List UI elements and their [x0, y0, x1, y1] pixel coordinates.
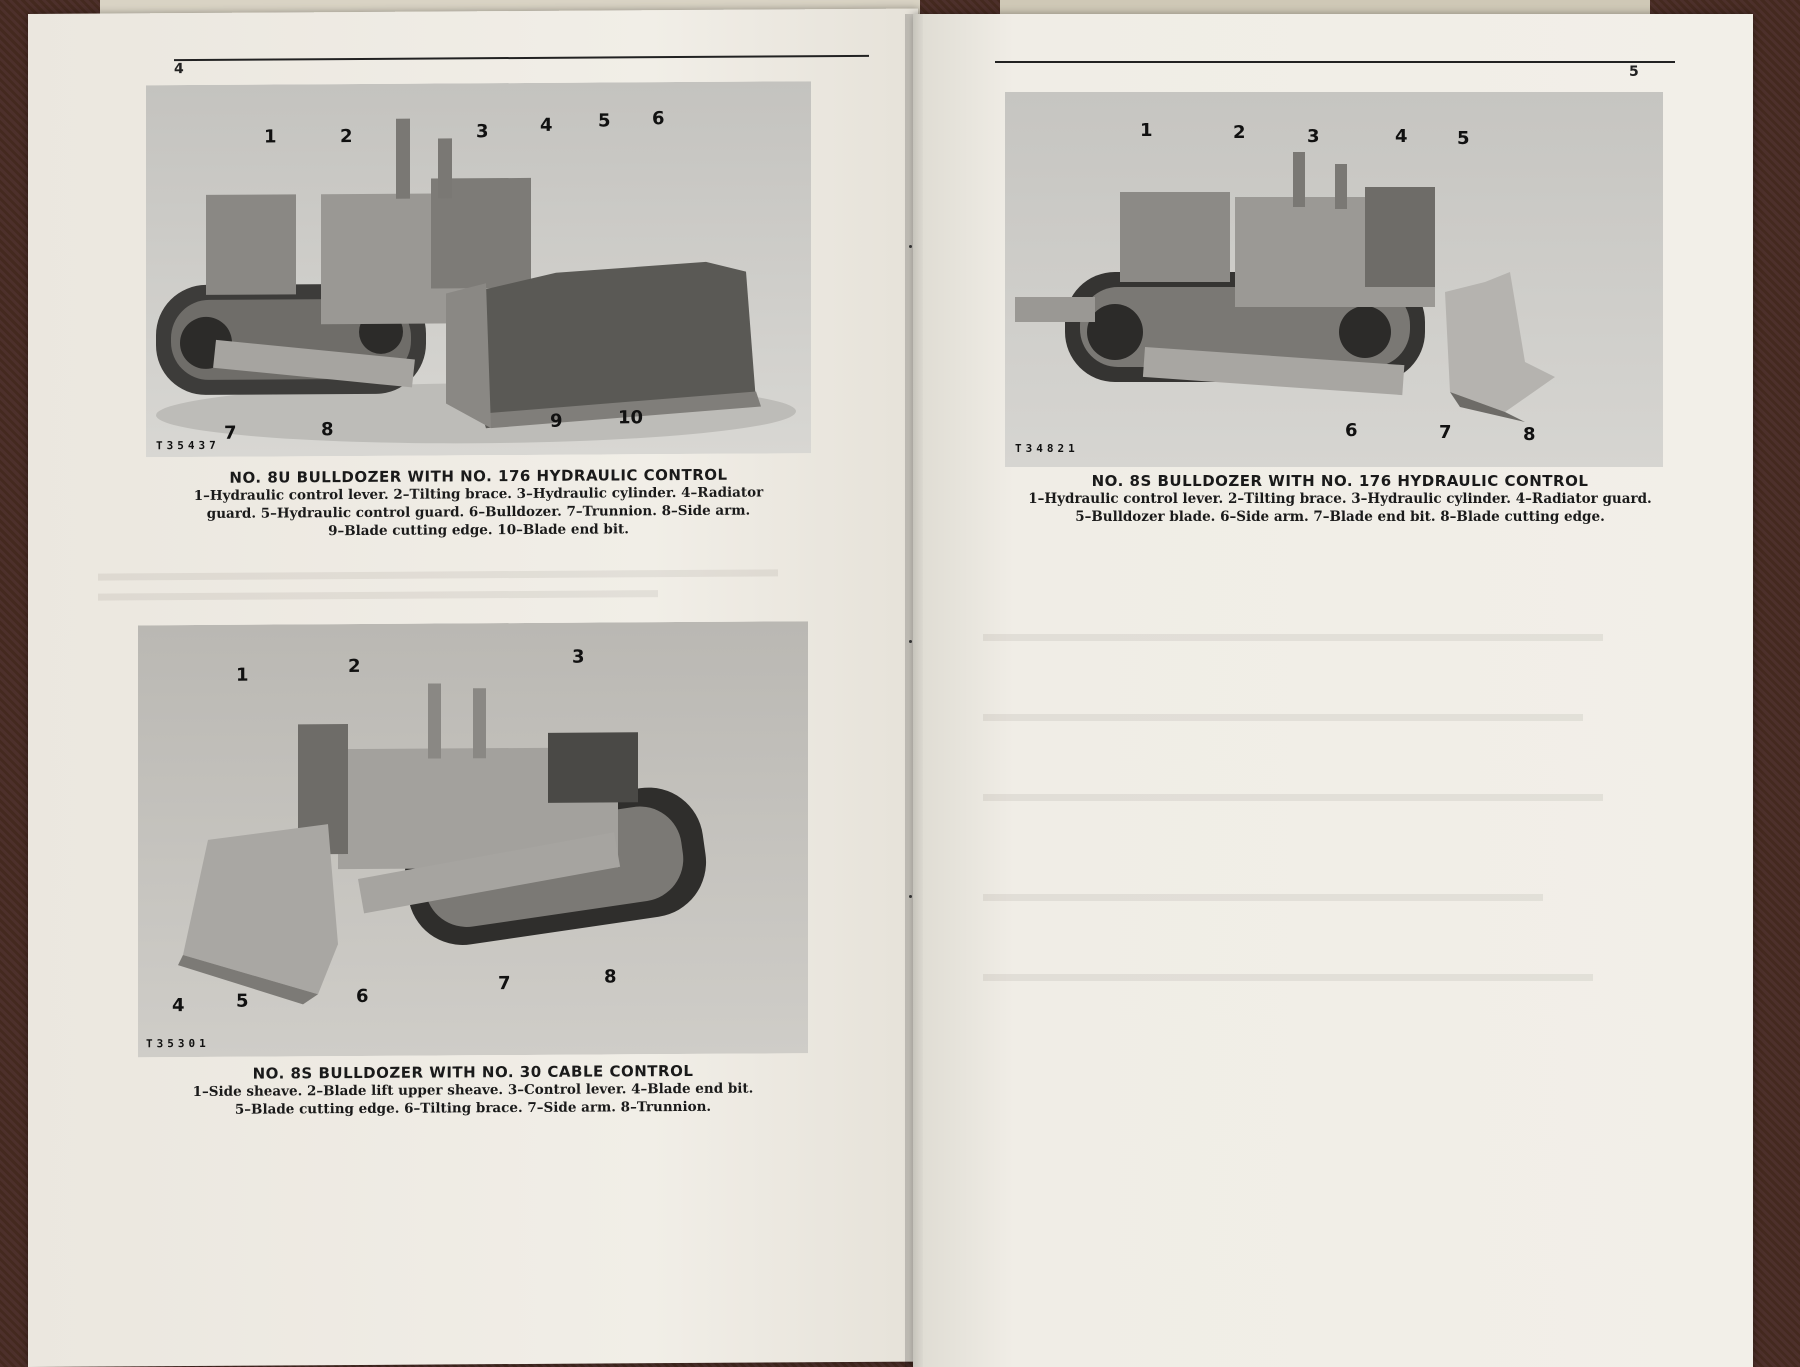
- callout-9: 9: [550, 410, 563, 432]
- callout-1: 1: [264, 126, 277, 148]
- callout-3: 3: [572, 646, 585, 668]
- caption-line: 1–Side sheave. 2–Blade lift upper sheave. 3–Control lever. 4–Blade end bit.: [192, 1080, 754, 1100]
- header-rule: [174, 55, 869, 61]
- callout-5: 5: [1457, 128, 1470, 149]
- bleed-through-text: [98, 590, 658, 600]
- bleed-through-text: [983, 894, 1543, 901]
- callout-7: 7: [498, 973, 511, 995]
- caption-line: 5–Bulldozer blade. 6–Side arm. 7–Blade end bit. 8–Blade cutting edge.: [1075, 509, 1605, 525]
- callout-2: 2: [348, 655, 361, 678]
- callout-2: 2: [340, 126, 353, 148]
- figure-caption-bottom: [138, 1061, 808, 1119]
- bleed-through-text: [983, 974, 1593, 981]
- callout-8: 8: [321, 419, 334, 441]
- callout-7: 7: [1439, 422, 1452, 443]
- caption-line: guard. 5–Hydraulic control guard. 6–Bulldozer. 7–Trunnion. 8–Side arm.: [206, 502, 751, 522]
- callout-6: 6: [1345, 420, 1358, 441]
- page-number: 5: [1629, 64, 1639, 80]
- caption-title: NO. 8S BULLDOZER WITH NO. 176 HYDRAULIC CONTROL: [1091, 472, 1589, 490]
- bulldozer-photo-illustration: [1005, 92, 1663, 467]
- caption-line: 1–Hydraulic control lever. 2–Tilting brace. 3–Hydraulic cylinder. 4–Radiator: [193, 484, 764, 504]
- callout-10: 10: [618, 407, 644, 429]
- callout-4: 4: [1395, 126, 1408, 147]
- photo-8s-bulldozer-cable: [138, 621, 808, 1057]
- callout-5: 5: [236, 990, 249, 1012]
- bleed-through-text: [983, 714, 1583, 721]
- callout-7: 7: [224, 422, 237, 444]
- caption-line: 9–Blade cutting edge. 10–Blade end bit.: [328, 521, 629, 540]
- figure-code: T34821: [1015, 442, 1079, 455]
- callout-4: 4: [540, 114, 553, 136]
- right-page: [913, 14, 1753, 1367]
- callout-3: 3: [1307, 126, 1320, 147]
- caption-title: NO. 8U BULLDOZER WITH NO. 176 HYDRAULIC CONTROL: [229, 465, 728, 487]
- page-number: 4: [174, 61, 184, 78]
- figure-code: T35437: [156, 438, 220, 453]
- header-rule: [995, 61, 1675, 63]
- callout-5: 5: [598, 110, 611, 132]
- callout-1: 1: [236, 664, 249, 686]
- callout-3: 3: [476, 121, 489, 143]
- book-spine-shadow: [905, 14, 923, 1367]
- photo-8s-bulldozer-hydraulic: [1005, 92, 1663, 467]
- callout-1: 1: [1140, 120, 1153, 141]
- callout-4: 4: [172, 995, 185, 1017]
- figure-caption: [995, 472, 1685, 526]
- callout-6: 6: [356, 985, 369, 1007]
- staple-hole: [909, 895, 912, 898]
- left-page: [28, 9, 918, 1367]
- bleed-through-text: [98, 569, 778, 580]
- callout-2: 2: [1233, 122, 1246, 143]
- caption-line: 5–Blade cutting edge. 6–Tilting brace. 7–Side arm. 8–Trunnion.: [234, 1098, 712, 1118]
- callout-8: 8: [604, 966, 617, 988]
- bleed-through-text: [983, 794, 1603, 801]
- photo-8u-bulldozer-hydraulic: [146, 81, 811, 457]
- figure-caption-top: [146, 465, 811, 541]
- bleed-through-text: [983, 634, 1603, 641]
- staple-hole: [909, 640, 912, 643]
- callout-8: 8: [1523, 424, 1536, 445]
- caption-title: NO. 8S BULLDOZER WITH NO. 30 CABLE CONTROL: [252, 1061, 694, 1083]
- staple-hole: [909, 245, 912, 248]
- figure-code: T35301: [146, 1036, 210, 1051]
- caption-line: 1–Hydraulic control lever. 2–Tilting brace. 3–Hydraulic cylinder. 4–Radiator guard.: [1028, 491, 1652, 507]
- callout-6: 6: [652, 108, 665, 130]
